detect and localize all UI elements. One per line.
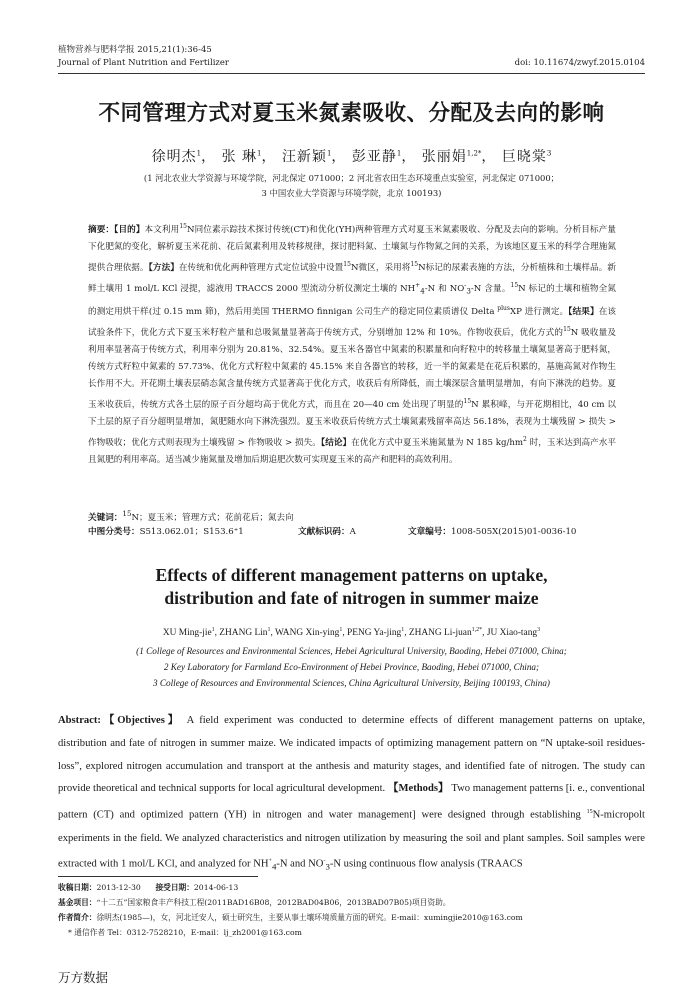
author-sup: 1 <box>396 149 402 158</box>
subscript: 3 <box>325 861 330 872</box>
fund-label: 基金项目： <box>58 898 97 907</box>
abstract-text: N 标记的土壤和植物全氮的测定用烘干样(过 0.15 mm 筛)，然后用美国 THERMO finnigan 公司生产的稳定同位素质谱仪 Delta <box>88 283 616 317</box>
abstract-text: N标记的尿素表施的方法，分析植株和土壤样品。新鲜土壤用 1 mol/L KCl 浸提，滤液用 TRACCS 2000 型流动分析仪测定土壤的 NH <box>88 262 616 294</box>
abstract-text: Two management patterns [i. e., conventional pattern (CT) and optimized pattern (YH) in nitrogen and water management] were designed through establishing <box>58 783 645 821</box>
author-cn: 汪新颖 <box>281 149 327 165</box>
keywords-cn <box>88 506 616 526</box>
title-en <box>58 564 645 609</box>
author-sep: ， <box>481 149 497 165</box>
author-sup: 1 <box>267 627 271 633</box>
journal-name-en: Journal of Plant Nutrition and Fertilizer <box>58 58 229 68</box>
superscript: 15 <box>410 261 419 269</box>
author-sep: , <box>342 628 348 639</box>
article-value: 1008-505X(2015)01-0036-10 <box>450 527 577 537</box>
author-en: PENG Ya-jing <box>347 628 402 639</box>
superscript: - <box>323 858 326 865</box>
superscript: - <box>464 282 467 289</box>
received-date: 2013-12-30 <box>96 883 141 892</box>
author-sep: ， <box>331 149 347 165</box>
author-sup: 1 <box>401 627 405 633</box>
superscript: 15 <box>563 325 571 333</box>
author-bio-value: 徐明杰(1985—)，女，河北迁安人，硕士研究生，主要从事土壤环境质量方面的研究。E-mail：xumingjie2010@163.com <box>96 913 523 922</box>
conclusions-label: 【结论】 <box>320 437 352 448</box>
objectives-label: 【目的】 <box>114 224 145 235</box>
superscript: 15 <box>586 809 593 816</box>
author-cn: 徐明杰 <box>151 149 197 165</box>
objectives-label: 【Objectives】 <box>100 715 182 726</box>
abstract-label: Abstract: <box>58 715 101 726</box>
journal-header <box>58 44 645 70</box>
affiliations-en <box>58 644 645 691</box>
author-en: ZHANG Li-juan <box>408 628 472 639</box>
subscript: 3 <box>466 286 471 296</box>
superscript: 15 <box>122 509 132 518</box>
author-sep: , <box>404 628 409 639</box>
affiliation-line: (1 College of Resources and Environmental Sciences, Hebei Agricultural University, Baoding, Hebei 071000, China; <box>136 646 567 656</box>
doc-label: 文献标识码： <box>298 527 350 537</box>
abstract-text: 在传统和优化两种管理方式定位试验中设置 <box>178 262 344 273</box>
author-sup: 3 <box>537 627 541 633</box>
article-label: 文章编号： <box>408 527 451 537</box>
author-sup: 1 <box>326 149 332 158</box>
author-sep: ， <box>261 149 277 165</box>
document-code <box>298 524 408 540</box>
abstract-text: 在优化方式中夏玉米施氮量为 N 185 kg/hm <box>351 437 524 448</box>
doc-value: A <box>349 527 356 537</box>
results-label: 【结果】 <box>568 306 599 317</box>
title-en-line: distribution and fate of nitrogen in summer maize <box>164 587 539 608</box>
journal-name-cn: 植物营养与肥料学报 2015,21(1):36-45 <box>58 45 212 55</box>
affiliation-line: 3 College of Resources and Environmental Sciences, China Agricultural University, Beijing 100193, China) <box>153 677 550 688</box>
methods-label: 【Methods】 <box>387 783 449 795</box>
subscript: 4 <box>420 286 425 296</box>
doi: doi: 10.11674/zwyf.2015.0104 <box>514 58 645 68</box>
fund-line <box>58 895 645 910</box>
abstract-text: N微区，采用将 <box>350 262 411 273</box>
clc-number <box>88 524 298 540</box>
author-cn: 张 琳 <box>221 149 258 165</box>
footnotes <box>58 880 645 940</box>
abstract-text: N-micropolt experiments in the field. We analyzed characteristics and nitrogen utilization by measuring the soil and plant samples. Soil samples were extracted with 1 mol/L KCl, and analyzed for NH <box>58 809 645 870</box>
methods-label: 【方法】 <box>148 262 179 273</box>
affiliation-line: 3 中国农业大学资源与环境学院，北京 100193) <box>261 188 442 198</box>
abstract-en <box>58 710 645 879</box>
author-sep: , <box>270 628 275 639</box>
watermark: 万方数据 <box>58 970 109 985</box>
superscript: + <box>415 282 421 289</box>
abstract-label: 摘要： <box>88 224 115 235</box>
abstract-text: -N and NO <box>276 858 324 870</box>
subscript: 4 <box>271 861 277 872</box>
header-rule <box>58 73 645 74</box>
author-sup: 1 <box>196 149 202 158</box>
corresponding-line: * 通信作者 Tel：0312-7528210，E-mail：lj_zh2001@163.com <box>68 928 302 937</box>
abstract-text: N 吸收量及利用率显著高于传统方式，利用率分别为 20.81%、32.54%。夏玉米各器官中氮素的积累量和向籽粒中的转移量土壤氮显著高于肥料氮，传统方式籽粒中氮素的 57.73%、优化方式籽粒中氮素的 45.15% 来自各器官的转移，近一半的氮素是在花后积累的，基施高氮对作物生长作用不大。开花期土壤表层硝态氮含量传统方式显著高于优化方式，收获后有所降低，而土壤深层含量明显增加，有向下淋洗的趋势。夏玉米收获后，传统方式各土层的原子百分超均高于优化方式，而且在 20—40 cm 处出现了明显的 <box>88 327 616 410</box>
authors-en <box>58 627 645 638</box>
dates-line <box>58 880 645 895</box>
keywords-label: 关键词： <box>88 512 123 523</box>
title-cn: 不同管理方式对夏玉米氮素吸收、分配及去向的影响 <box>98 101 605 126</box>
superscript: + <box>268 858 272 865</box>
author-sup: 1,2* <box>471 627 483 633</box>
abstract-text: XP 进行测定。 <box>510 306 569 317</box>
author-cn: 张丽娟 <box>421 149 467 165</box>
abstract-text: -N 含量。 <box>470 283 511 294</box>
title-en-line: Effects of different management patterns on uptake, <box>155 565 548 585</box>
author-bio-line <box>58 910 645 925</box>
classification-row <box>88 524 616 540</box>
superscript: 2 <box>523 435 527 443</box>
author-sup: 3 <box>546 149 552 158</box>
accepted-date: 2014-06-13 <box>193 883 239 892</box>
abstract-text: N同位素示踪技术探讨传统(CT)和优化(YH)两种管理方式对夏玉米氮素吸收、分配及去向的影响。分析目标产量下化肥氮的变化，解析夏玉米花前、花后氮素利用及转移规律，探讨肥料氮、土壤氮与作物氮之间的关系，为该地区夏玉米的科学合理施氮提供合理依据。 <box>88 224 616 273</box>
superscript: 15 <box>179 223 187 230</box>
abstract-text: -N 和 NO <box>424 283 465 294</box>
author-cn: 巨晓棠 <box>501 149 547 165</box>
affiliations-cn <box>58 171 645 201</box>
clc-value: S513.062.01；S153.6⁺1 <box>139 527 244 537</box>
abstract-text: 在该试验条件下，优化方式下夏玉米籽粒产量和总吸氮量显著高于传统方式，分别增加 12% 和 10%。作物收获后，优化方式的 <box>88 306 616 338</box>
author-sep: ， <box>401 149 417 165</box>
author-en: JU Xiao-tang <box>486 628 538 639</box>
abstract-text: -N using continuous flow analysis (TRAACS <box>329 858 523 870</box>
superscript: 15 <box>463 397 472 405</box>
author-sup: 1 <box>339 627 343 633</box>
fund-value: “十二五”国家粮食丰产科技工程(2011BAD16B08，2012BAD04B06，2013BAD07B05)项目资助。 <box>96 898 451 907</box>
author-sep: ， <box>201 149 217 165</box>
superscript: 15 <box>510 282 519 289</box>
author-sup: 1 <box>211 627 215 633</box>
author-en: WANG Xin-ying <box>275 628 340 639</box>
author-bio-label: 作者简介： <box>58 913 97 922</box>
accepted-label: 接受日期： <box>155 883 194 892</box>
superscript: plus <box>497 304 510 312</box>
author-en: ZHANG Lin <box>219 628 268 639</box>
author-sup: 1 <box>257 149 262 158</box>
author-en: XU Ming-jie <box>162 628 212 639</box>
superscript: 15 <box>343 261 351 269</box>
keywords-text: N；夏玉米；管理方式；花前花后；氮去向 <box>131 512 294 523</box>
author-sup: 1,2* <box>466 149 482 158</box>
affiliation-line: (1 河北农业大学资源与环境学院，河北保定 071000；2 河北省农田生态环境重点实验室，河北保定 071000； <box>143 173 560 183</box>
abstract-text: 时，玉米达到高产水平且氮肥的利用率高。适当减少施氮量及增加后期追肥次数可实现夏玉米的高产和肥料的高效利用。 <box>88 437 616 465</box>
footnote-rule <box>58 876 258 877</box>
abstract-text: 本文利用 <box>144 224 180 235</box>
affiliation-line: 2 Key Laboratory for Farmland Eco-Environment of Hebei Province, Baoding, Hebei 071000, China; <box>163 661 540 672</box>
author-sep: , <box>214 628 220 639</box>
received-label: 收稿日期： <box>58 883 97 892</box>
abstract-text: N 累积峰，与开花期相比，40 cm 以下土层的原子百分超明显增加，氮肥随水向下淋洗强烈。夏玉米收获后传统方式土壤氮素残留率高达 56.18%，表现为土壤残留 > 损失 > 作物吸收；优化方式则表现为土壤残留 > 作物吸收 > 损失。 <box>88 399 616 448</box>
clc-label: 中图分类号： <box>88 527 140 537</box>
authors-cn <box>58 146 645 166</box>
author-sep: , <box>482 628 487 639</box>
abstract-text: A field experiment was conducted to determine effects of different management patterns on uptake, distribution and fate of nitrogen in summer maize. We indicated impacts of optimizing management pattern on “N uptake-soil residues-loss”, explored nitrogen accumulation and transport at the anthesis and maturity stages, and identified fate of nitrogen. The study can provide theoretical and technical supports for local agricultural development. <box>58 715 645 795</box>
abstract-cn <box>88 218 616 469</box>
author-cn: 彭亚静 <box>351 149 397 165</box>
article-number <box>408 524 576 540</box>
